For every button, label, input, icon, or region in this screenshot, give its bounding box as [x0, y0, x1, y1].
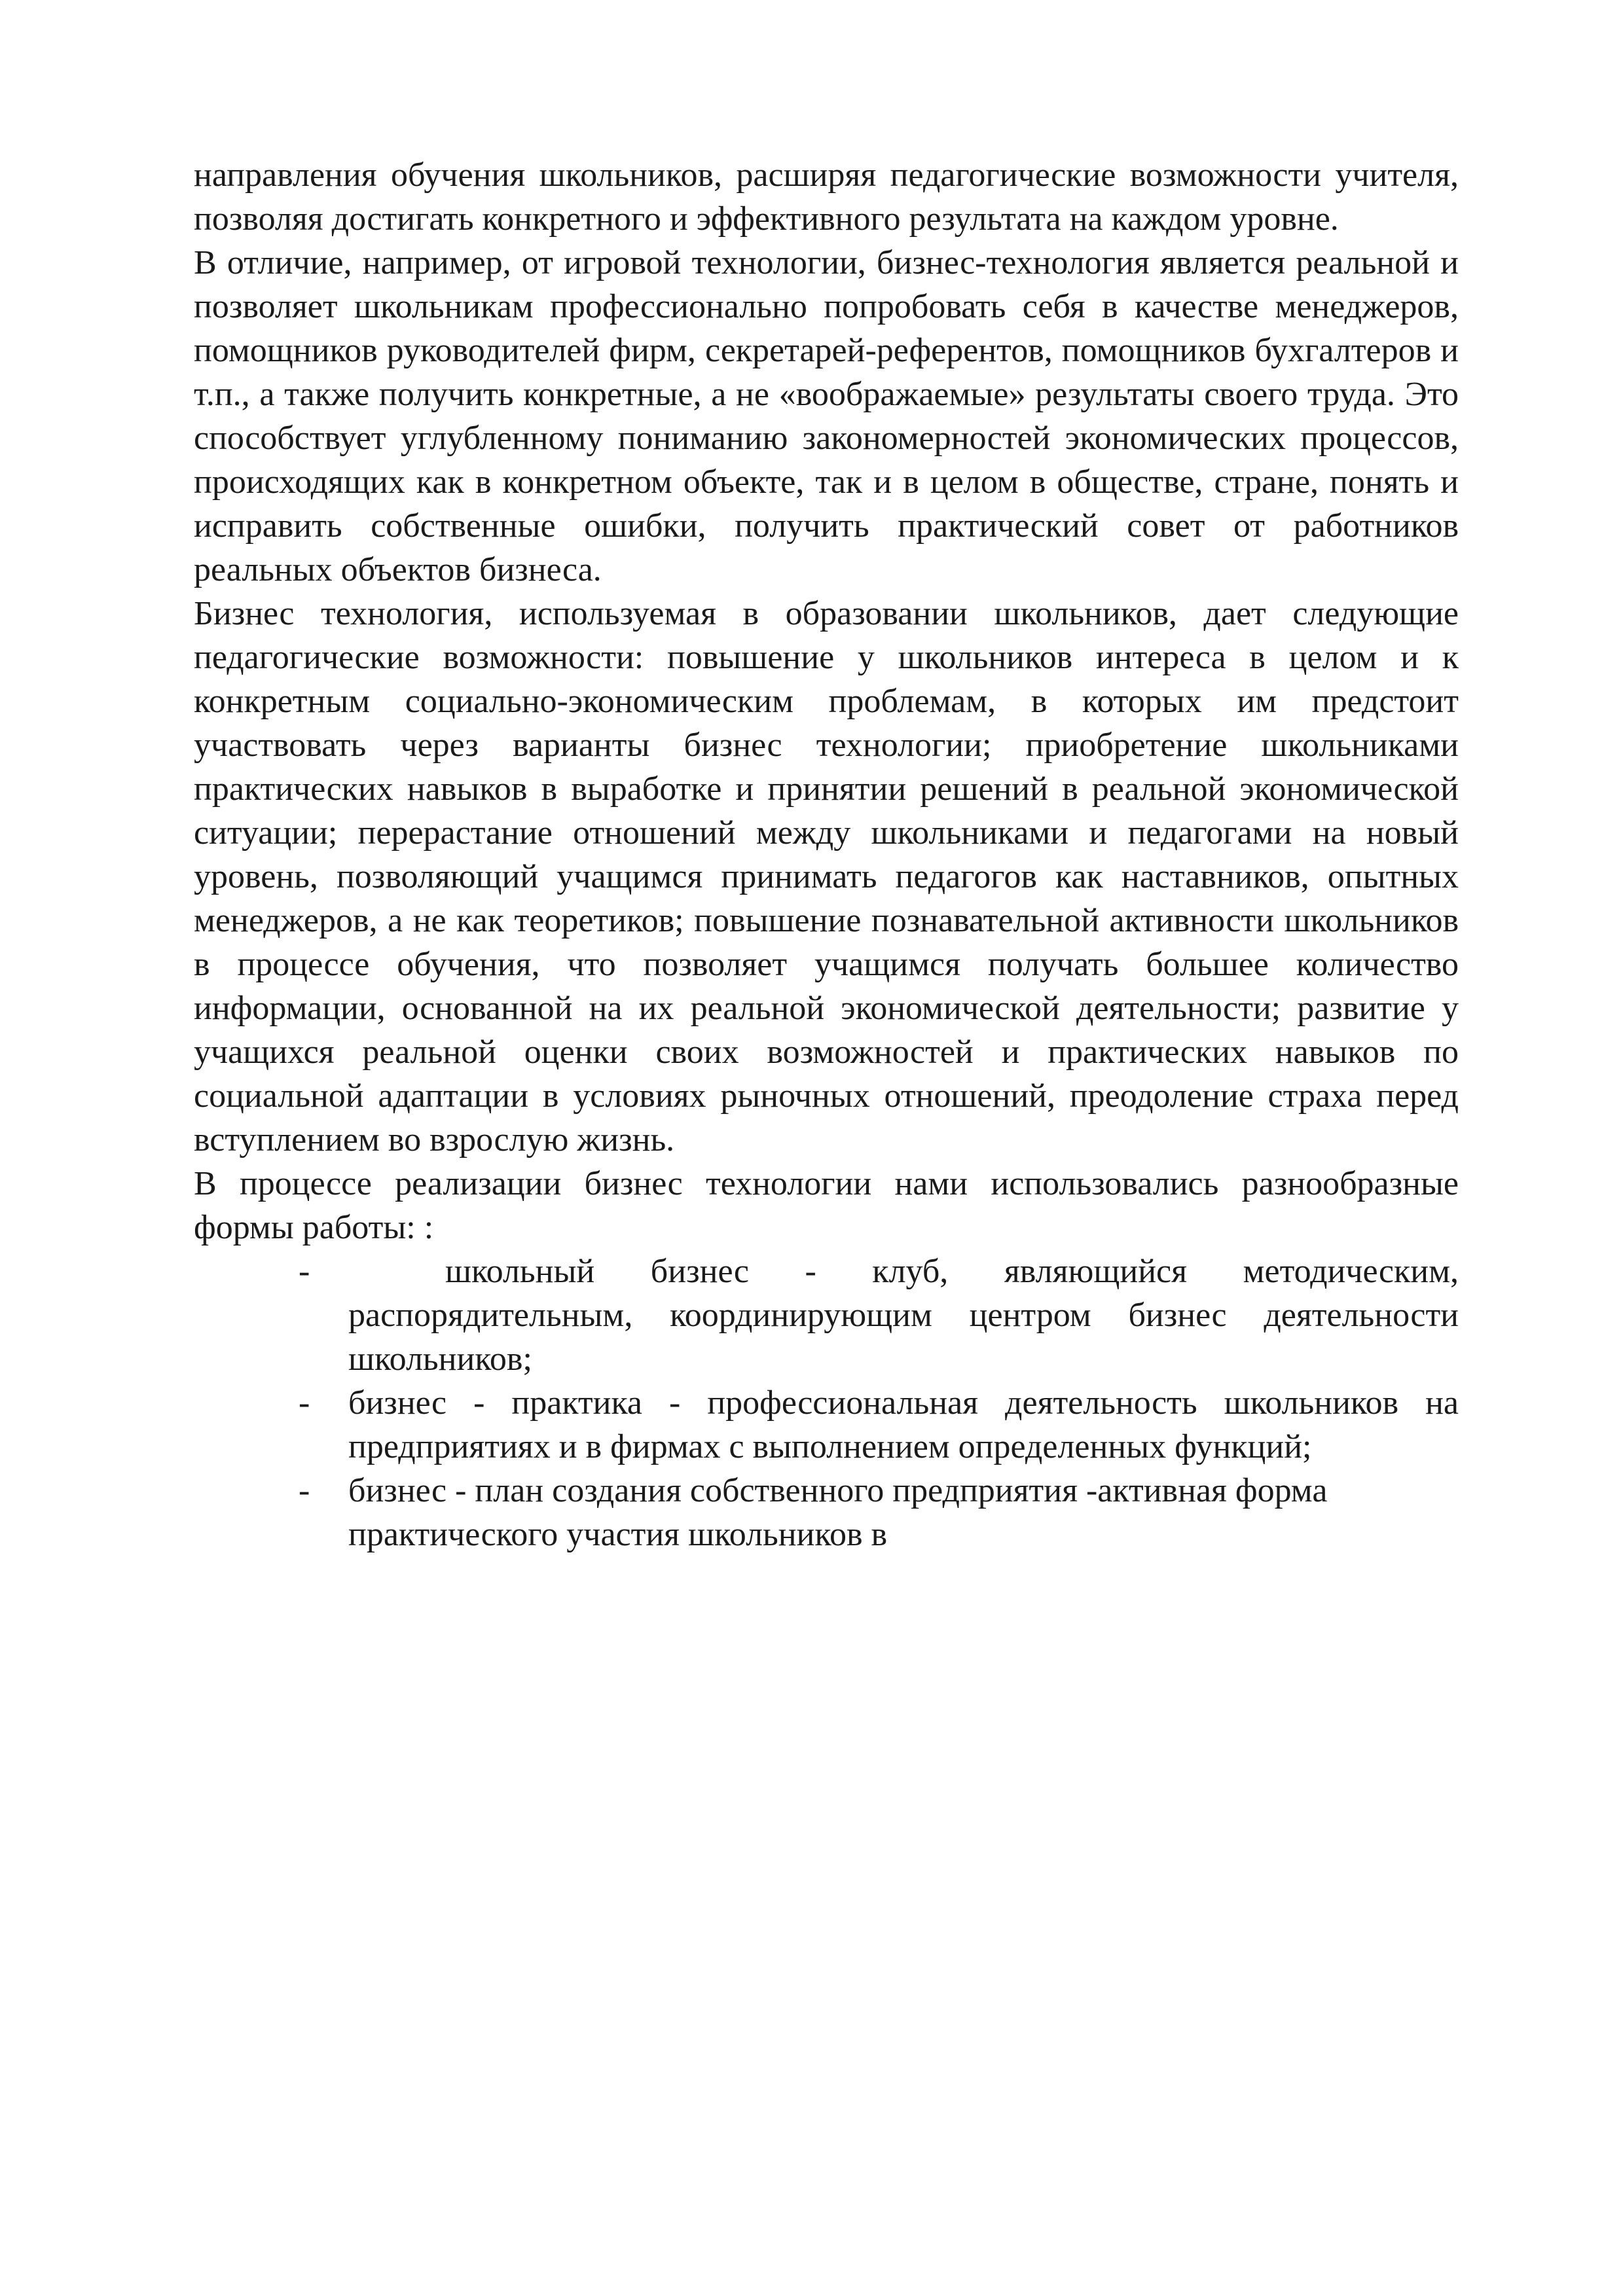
- forms-of-work-list: [194, 1249, 1459, 1556]
- body-text: [194, 153, 1459, 1556]
- list-item-text: бизнес - практика - профессиональная деятельность школьников на предприятиях и в фирмах с выполнением определенных функций;: [348, 1384, 1459, 1465]
- list-item-text: школьный бизнес - клуб, являющийся методическим, распорядительным, координирующим центром бизнес деятельности школьников;: [348, 1253, 1459, 1378]
- dash-bullet: -: [299, 1384, 310, 1422]
- paragraph-continuation: направления обучения школьников, расширяя педагогические возможности учителя, позволяя достигать конкретного и эффективного результата на каждом уровне.: [194, 156, 1459, 238]
- list-item-business-practice: [299, 1381, 1459, 1469]
- list-item-business-club: [299, 1249, 1459, 1381]
- dash-bullet: -: [299, 1253, 310, 1290]
- dash-bullet: -: [299, 1472, 310, 1509]
- list-item-business-plan: [299, 1469, 1459, 1556]
- list-item-text: бизнес - план создания собственного предприятия -активная форма практического участия школьников в: [348, 1472, 1328, 1553]
- paragraph-business-tech-reality: В отличие, например, от игровой технологии, бизнес-технология является реальной и позволяет школьникам профессионально попробовать себя в качестве менеджеров, помощников руководителей фирм, секретарей-референтов, помощников бухгалтеров и т.п., а также получить конкретные, а не «воображаемые» результаты своего труда. Это способствует углубленному пониманию закономерностей экономических процессов, происходящих как в конкретном объекте, так и в целом в обществе, стране, понять и исправить собственные ошибки, получить практический совет от работников реальных объектов бизнеса.: [194, 244, 1459, 588]
- paragraph-forms-of-work: В процессе реализации бизнес технологии нами использовались разнообразные формы работы: :: [194, 1165, 1459, 1246]
- paragraph-pedagogical-opportunities: Бизнес технология, используемая в образовании школьников, дает следующие педагогические возможности: повышение у школьников интереса в целом и к конкретным социально-экономическим проблемам, в которых им предстоит участвовать через варианты бизнес технологии; приобретение школьниками практических навыков в выработке и принятии решений в реальной экономической ситуации; перерастание отношений между школьниками и педагогами на новый уровень, позволяющий учащимся принимать педагогов как наставников, опытных менеджеров, а не как теоретиков; повышение познавательной активности школьников в процессе обучения, что позволяет учащимся получать большее количество информации, основанной на их реальной экономической деятельности; развитие у учащихся реальной оценки своих возможностей и практических навыков по социальной адаптации в условиях рыночных отношений, преодоление страха перед вступлением во взрослую жизнь.: [194, 595, 1459, 1158]
